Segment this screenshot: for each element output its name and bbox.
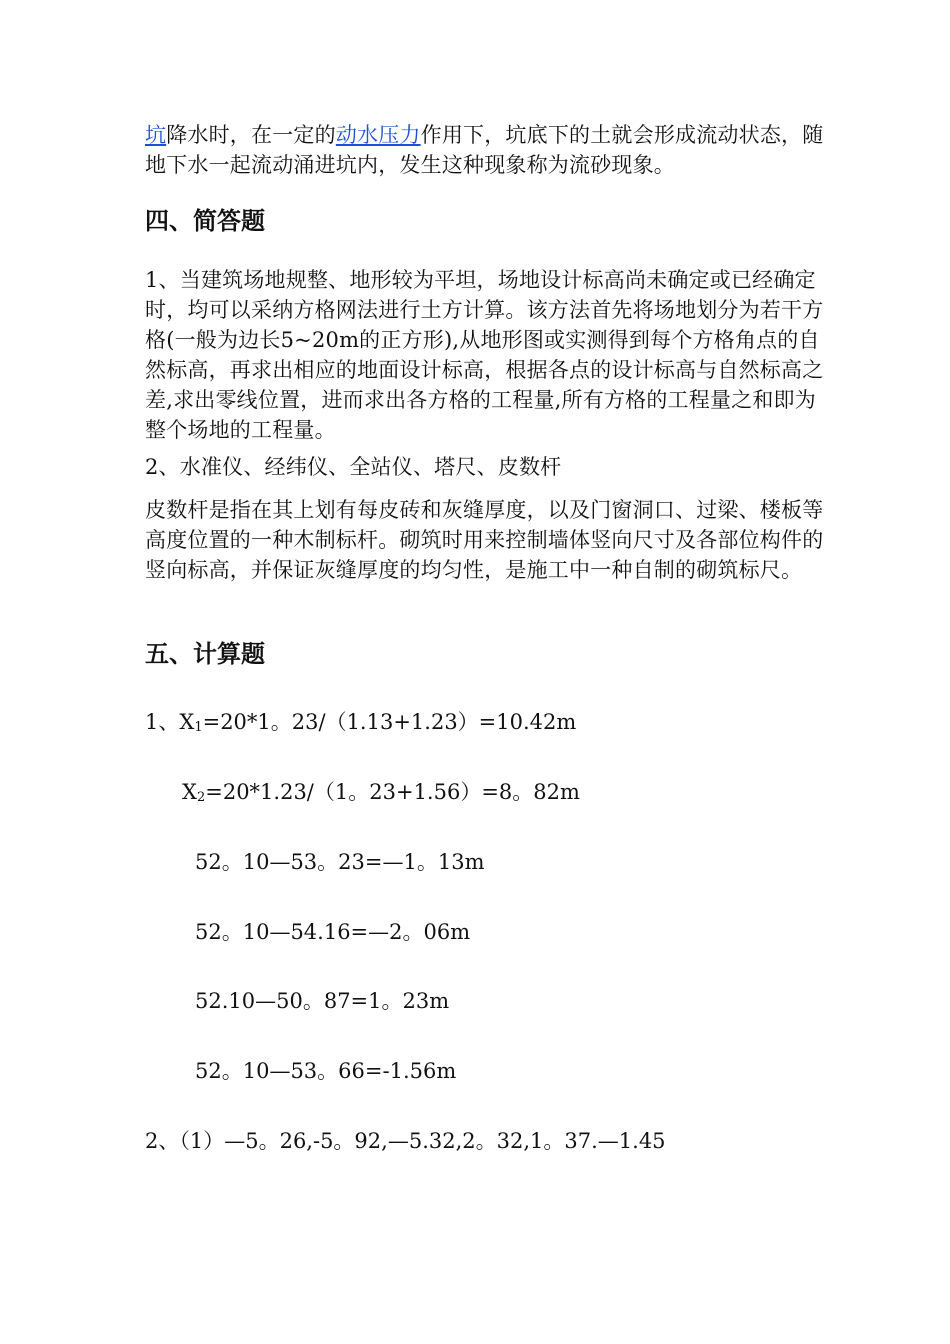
calc-line-2-prefix: X [182, 780, 197, 804]
calc-line-7: 2、（1）—5。26,-5。92,—5.32,2。32,1。37.—1.45 [145, 1129, 666, 1153]
intro-paragraph [145, 120, 825, 180]
calc-line-1-subscript: 1 [194, 720, 203, 735]
calc-line-2-rest: =20*1.23/（1。23+1.56）=8。82m [205, 780, 580, 804]
calc-line-1 [145, 708, 576, 742]
calc-line-6: 52。10—53。66=-1.56m [195, 1059, 457, 1083]
link-keng[interactable]: 坑 [145, 123, 167, 147]
intro-text-2: 作用下，坑底下的土就会形成流动状态，随地下水一起流动涌进坑内，发生这种现象称为流砂现象。 [145, 123, 824, 177]
calc-line-4: 52。10—54.16=—2。06m [195, 920, 471, 944]
calc-line-5: 52.10—50。87=1。23m [195, 989, 450, 1013]
link-dongshui-yali[interactable]: 动水压力 [335, 123, 421, 147]
intro-text-1: 降水时，在一定的 [166, 123, 336, 147]
calc-line-1-prefix: 1、X [145, 710, 195, 734]
calc-line-1-rest: =20*1。23/（1.13+1.23）=10.42m [202, 710, 577, 734]
calc-line-3: 52。10—53。23=—1。13m [195, 850, 485, 874]
answer-1-paragraph: 1、当建筑场地规整、地形较为平坦，场地设计标高尚未确定或已经确定时，均可以采纳方格网法进行土方计算。该方法首先将场地划分为若干方格(一般为边长5~20m的正方形),从地形图或实测得到每个方格角点的自然标高，再求出相应的地面设计标高，根据各点的设计标高与自然标高之差,求出零线位置，进而求出各方格的工程量,所有方格的工程量之和即为整个场地的工程量。 [145, 268, 824, 442]
section-heading-calculation: 五、计算题 [145, 640, 265, 668]
section-heading-short-answer: 四、简答题 [145, 207, 265, 235]
answer-2-explanation: 皮数杆是指在其上划有每皮砖和灰缝厚度，以及门窗洞口、过梁、楼板等高度位置的一种木制标杆。砌筑时用来控制墙体竖向尺寸及各部位构件的竖向标高，并保证灰缝厚度的均匀性，是施工中一种自制的砌筑标尺。 [145, 498, 824, 582]
calc-line-2 [182, 778, 580, 812]
answer-2-list: 2、水准仪、经纬仪、全站仪、塔尺、皮数杆 [145, 455, 562, 479]
calc-line-2-subscript: 2 [196, 790, 206, 805]
